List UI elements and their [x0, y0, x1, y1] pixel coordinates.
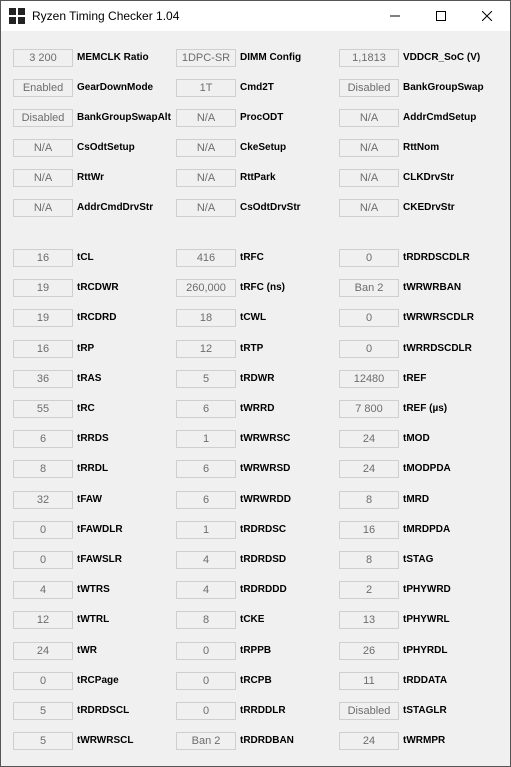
field-label: tSTAGLR — [403, 705, 447, 716]
title-bar[interactable] — [1, 1, 510, 31]
value-field: 11 — [339, 672, 399, 690]
field-label: tWRWRSD — [240, 463, 291, 474]
value-field: N/A — [339, 139, 399, 157]
field-label: tWTRS — [77, 584, 110, 595]
value-field: Enabled — [13, 79, 73, 97]
value-field: 24 — [339, 732, 399, 750]
value-field: 12 — [13, 611, 73, 629]
field-label: ProcODT — [240, 112, 284, 123]
field-label: tRAS — [77, 373, 102, 384]
value-field: 1,1813 — [339, 49, 399, 67]
maximize-button[interactable] — [418, 1, 464, 31]
field-label: tFAWSLR — [77, 554, 122, 565]
field-label: tRDRDSCL — [77, 705, 130, 716]
value-field: N/A — [13, 169, 73, 187]
value-field: 6 — [176, 491, 236, 509]
value-field: 8 — [339, 551, 399, 569]
field-label: CsOdtSetup — [77, 142, 135, 153]
value-field: N/A — [13, 139, 73, 157]
value-field: 16 — [13, 340, 73, 358]
field-label: tCL — [77, 252, 94, 263]
value-field: 5 — [13, 702, 73, 720]
value-field: 0 — [176, 672, 236, 690]
field-label: tMRD — [403, 494, 430, 505]
value-field: 1DPC-SR — [176, 49, 236, 67]
field-label: tWRWRBAN — [403, 282, 462, 293]
field-label: tPHYRDL — [403, 645, 448, 656]
field-label: tMOD — [403, 433, 430, 444]
field-label: VDDCR_SoC (V) — [403, 52, 481, 63]
value-field: N/A — [13, 199, 73, 217]
field-label: tRCPB — [240, 675, 272, 686]
value-field: 8 — [176, 611, 236, 629]
field-label: AddrCmdSetup — [403, 112, 477, 123]
field-label: tRCPage — [77, 675, 119, 686]
value-field: N/A — [339, 169, 399, 187]
value-field: 32 — [13, 491, 73, 509]
field-label: tWRRD — [240, 403, 275, 414]
field-label: tRRDDLR — [240, 705, 286, 716]
value-field: 8 — [13, 460, 73, 478]
field-label: tRP — [77, 343, 95, 354]
value-field: N/A — [176, 109, 236, 127]
field-label: tPHYWRL — [403, 614, 450, 625]
field-label: RttPark — [240, 172, 276, 183]
value-field: Ban 2 — [339, 279, 399, 297]
field-label: MEMCLK Ratio — [77, 52, 149, 63]
value-field: 1 — [176, 521, 236, 539]
value-field: 416 — [176, 249, 236, 267]
field-label: tRDRDSD — [240, 554, 287, 565]
value-field: 0 — [13, 551, 73, 569]
value-field: 6 — [176, 400, 236, 418]
field-label: tRC — [77, 403, 95, 414]
value-field: 3 200 — [13, 49, 73, 67]
field-label: tRDDATA — [403, 675, 448, 686]
value-field: 26 — [339, 642, 399, 660]
field-label: CsOdtDrvStr — [240, 202, 301, 213]
field-label: tCWL — [240, 312, 267, 323]
value-field: 6 — [13, 430, 73, 448]
value-field: 0 — [176, 702, 236, 720]
value-field: N/A — [339, 199, 399, 217]
field-label: tMRDPDA — [403, 524, 451, 535]
value-field: 6 — [176, 460, 236, 478]
value-field: 5 — [176, 370, 236, 388]
field-label: tSTAG — [403, 554, 434, 565]
window-title: Ryzen Timing Checker 1.04 — [32, 9, 180, 23]
value-field: N/A — [176, 139, 236, 157]
minimize-button[interactable] — [372, 1, 418, 31]
value-field: 0 — [176, 642, 236, 660]
value-field: 16 — [339, 521, 399, 539]
field-label: tWRWRSC — [240, 433, 291, 444]
value-field: 4 — [176, 581, 236, 599]
value-field: 19 — [13, 279, 73, 297]
value-field: 55 — [13, 400, 73, 418]
field-label: tWRWRDD — [240, 494, 291, 505]
field-label: tWRWRSCDLR — [403, 312, 474, 323]
field-label: tREF (µs) — [403, 403, 448, 414]
value-field: 24 — [339, 460, 399, 478]
field-label: tRRDL — [77, 463, 109, 474]
app-icon — [9, 8, 25, 24]
field-label: tWRMPR — [403, 735, 446, 746]
timings-panel — [1, 31, 510, 766]
value-field: Disabled — [13, 109, 73, 127]
close-button[interactable] — [464, 1, 510, 31]
field-label: tFAWDLR — [77, 524, 123, 535]
field-label: tWR — [77, 645, 97, 656]
value-field: N/A — [176, 199, 236, 217]
value-field: Disabled — [339, 79, 399, 97]
field-label: tRDWR — [240, 373, 275, 384]
field-label: tRFC — [240, 252, 264, 263]
value-field: 16 — [13, 249, 73, 267]
field-label: tWRWRSCL — [77, 735, 134, 746]
value-field: 0 — [13, 521, 73, 539]
value-field: 24 — [339, 430, 399, 448]
value-field: 12 — [176, 340, 236, 358]
value-field: 4 — [176, 551, 236, 569]
field-label: CLKDrvStr — [403, 172, 455, 183]
value-field: Disabled — [339, 702, 399, 720]
field-label: tMODPDA — [403, 463, 451, 474]
field-label: BankGroupSwap — [403, 82, 484, 93]
field-label: RttWr — [77, 172, 105, 183]
field-label: tFAW — [77, 494, 102, 505]
value-field: 0 — [339, 309, 399, 327]
value-field: 0 — [339, 249, 399, 267]
maximize-icon — [436, 11, 446, 21]
field-label: GearDownMode — [77, 82, 154, 93]
minimize-icon — [390, 11, 400, 21]
field-label: tRFC (ns) — [240, 282, 285, 293]
field-label: DIMM Config — [240, 52, 302, 63]
field-label: CKEDrvStr — [403, 202, 455, 213]
value-field: 12480 — [339, 370, 399, 388]
value-field: 0 — [13, 672, 73, 690]
field-label: tRDRDDD — [240, 584, 287, 595]
field-label: tRDRDSCDLR — [403, 252, 470, 263]
value-field: 1T — [176, 79, 236, 97]
field-label: Cmd2T — [240, 82, 274, 93]
field-label: tRDRDBAN — [240, 735, 294, 746]
value-field: 4 — [13, 581, 73, 599]
field-label: tRCDWR — [77, 282, 119, 293]
close-icon — [482, 11, 492, 21]
value-field: 2 — [339, 581, 399, 599]
value-field: 24 — [13, 642, 73, 660]
field-label: BankGroupSwapAlt — [77, 112, 171, 123]
value-field: 8 — [339, 491, 399, 509]
value-field: Ban 2 — [176, 732, 236, 750]
value-field: 0 — [339, 340, 399, 358]
value-field: 18 — [176, 309, 236, 327]
field-label: tRPPB — [240, 645, 272, 656]
field-label: tRCDRD — [77, 312, 117, 323]
value-field: 5 — [13, 732, 73, 750]
field-label: tPHYWRD — [403, 584, 451, 595]
field-label: tWRRDSCDLR — [403, 343, 472, 354]
value-field: 260,000 — [176, 279, 236, 297]
field-label: AddrCmdDrvStr — [77, 202, 154, 213]
value-field: N/A — [176, 169, 236, 187]
field-label: tREF — [403, 373, 427, 384]
value-field: 1 — [176, 430, 236, 448]
value-field: 36 — [13, 370, 73, 388]
field-label: tRTP — [240, 343, 264, 354]
field-label: tWTRL — [77, 614, 110, 625]
field-label: CkeSetup — [240, 142, 287, 153]
field-label: tCKE — [240, 614, 265, 625]
value-field: 13 — [339, 611, 399, 629]
field-label: tRRDS — [77, 433, 109, 444]
value-field: 7 800 — [339, 400, 399, 418]
field-label: tRDRDSC — [240, 524, 287, 535]
value-field: 19 — [13, 309, 73, 327]
value-field: N/A — [339, 109, 399, 127]
field-label: RttNom — [403, 142, 440, 153]
